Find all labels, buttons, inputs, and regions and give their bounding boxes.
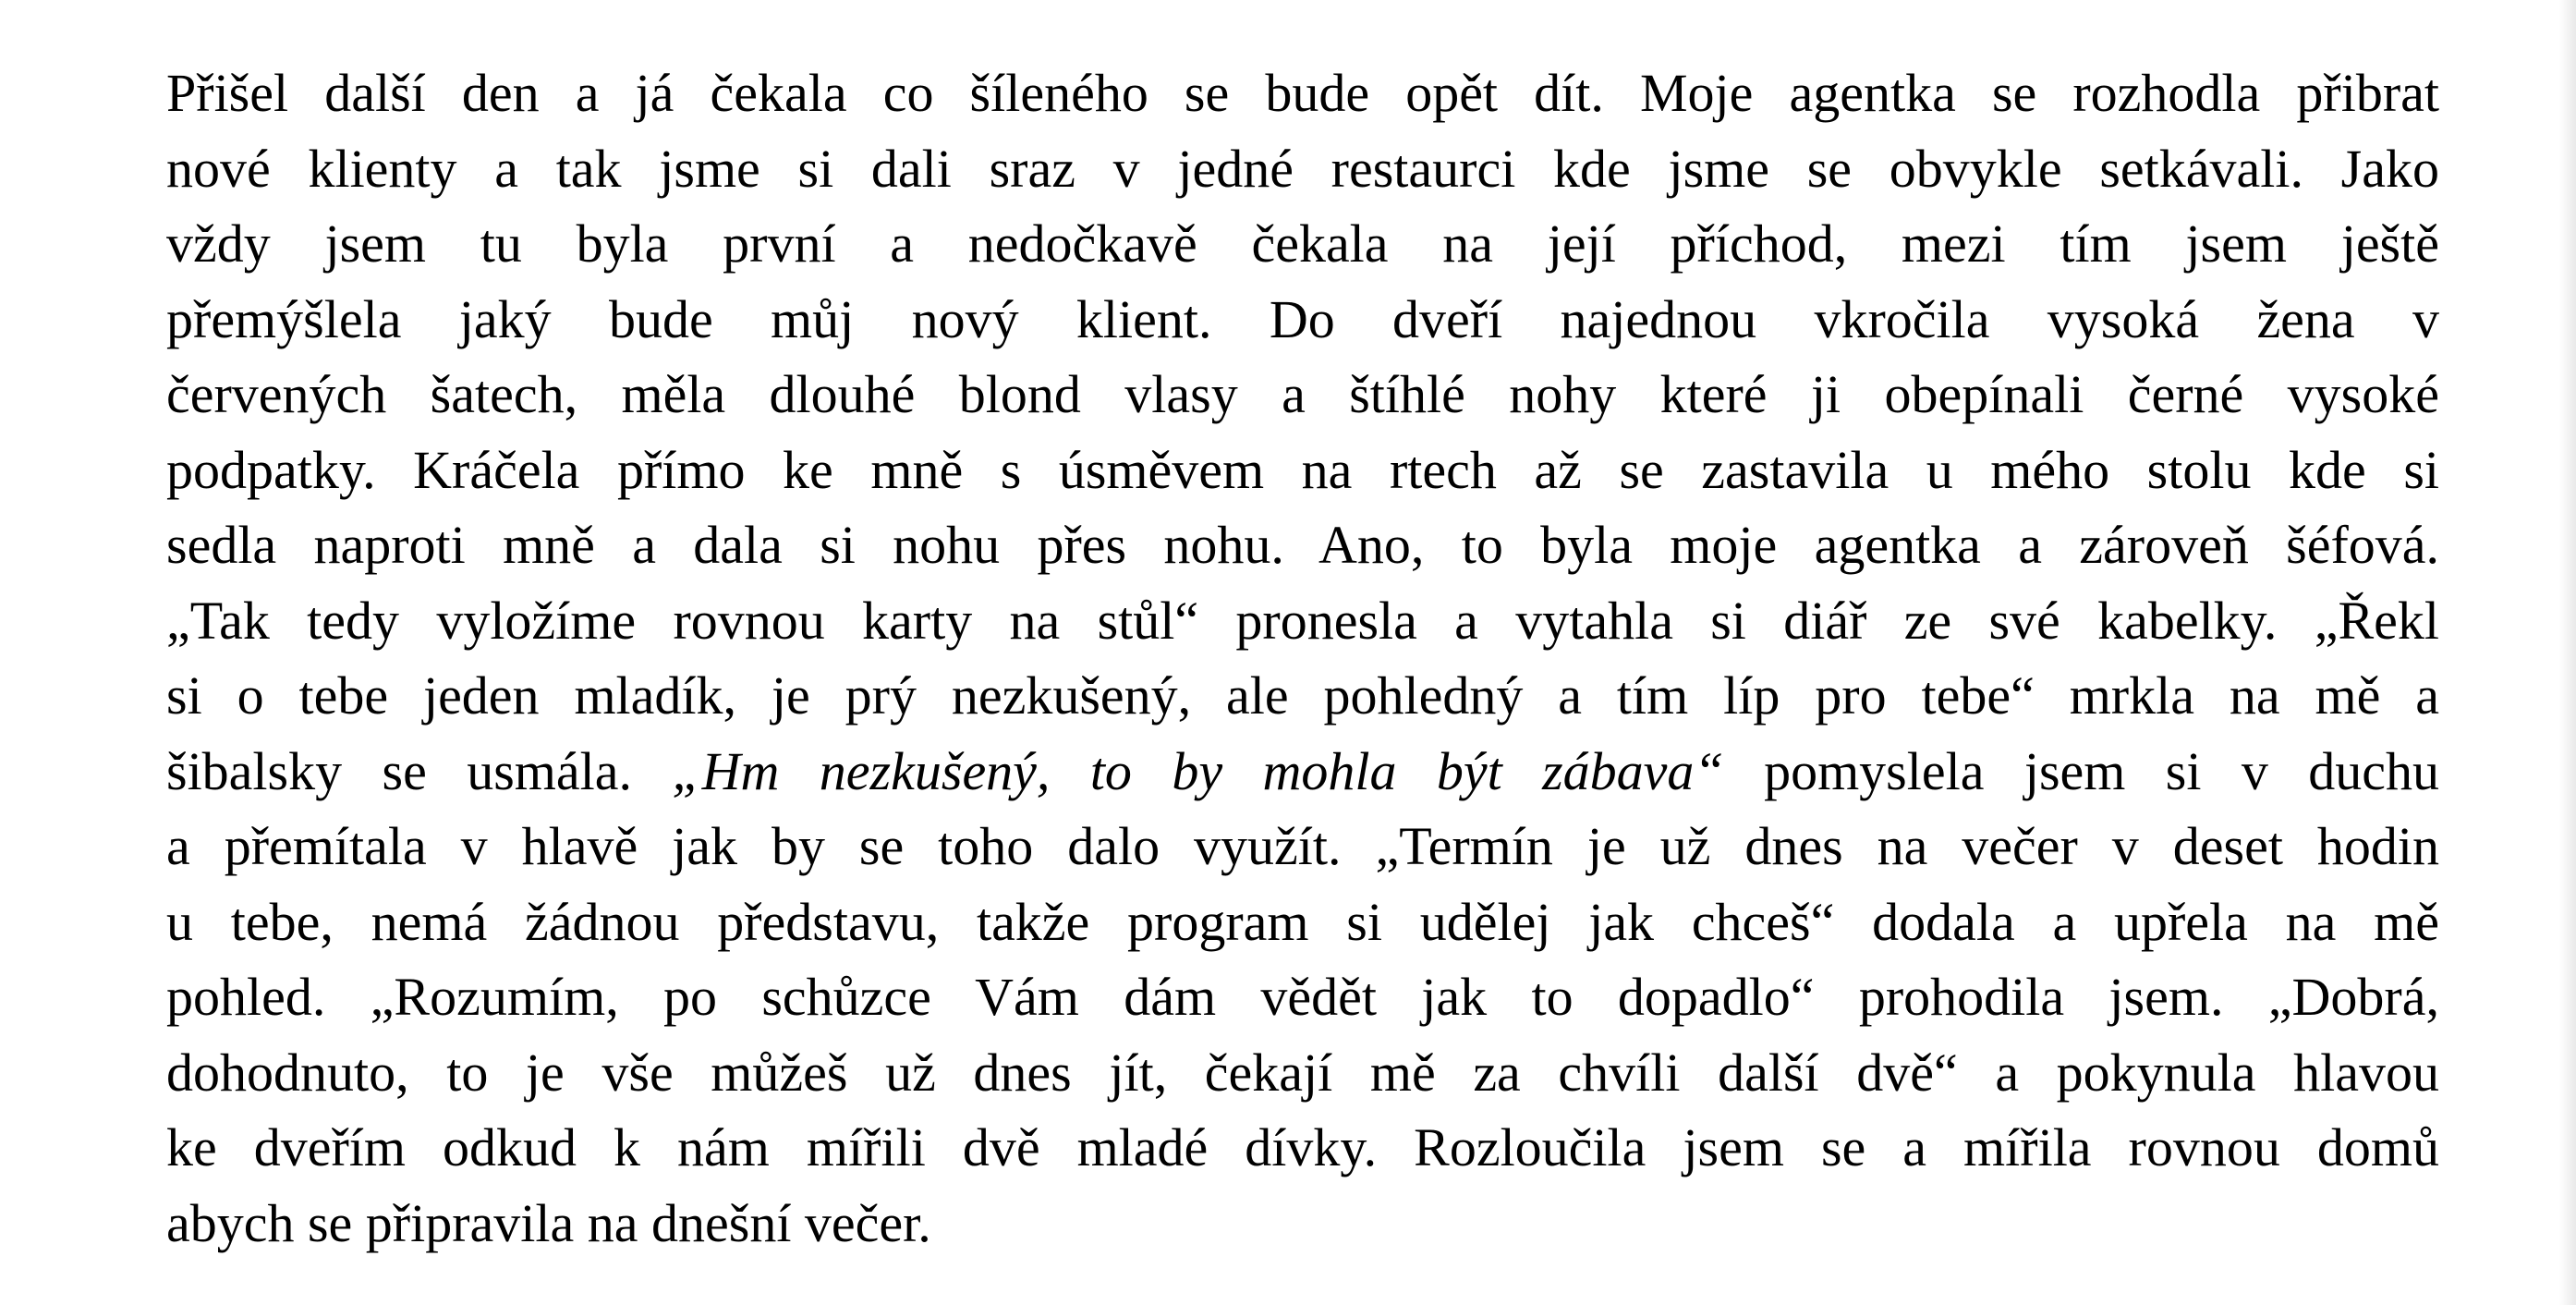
text-line-7: sedla naproti mně a dala si nohu přes nohu. Ano, to byla moje agentka a zároveň šéfová.: [166, 515, 2439, 575]
text-line-4: přemýšlela jaký bude můj nový klient. Do dveří najednou vkročila vysoká žena v: [166, 288, 2439, 349]
text-line-6: podpatky. Kráčela přímo ke mně s úsměvem na rtech až se zastavila u mého stolu kde si: [166, 439, 2439, 500]
text-line-16: abych se připravila na dnešní večer.: [166, 1192, 931, 1253]
text-line-5: červených šatech, měla dlouhé blond vlasy a štíhlé nohy které ji obepínali černé vysoké: [166, 364, 2439, 424]
text-line-13: pohled. „Rozumím, po schůzce Vám dám vědět jak to dopadlo“ prohodila jsem. „Dobrá,: [166, 967, 2439, 1027]
text-line-3: vždy jsem tu byla první a nedočkavě čekala na její příchod, mezi tím jsem ještě: [166, 213, 2439, 274]
text-line-12: u tebe, nemá žádnou představu, takže program si udělej jak chceš“ dodala a upřela na mě: [166, 891, 2439, 952]
italic-thought-text: „Hm nezkušený, to by mohla být zábava“: [672, 740, 1724, 801]
text-line-2: nové klienty a tak jsme si dali sraz v jedné restaurci kde jsme se obvykle setkávali. Jako: [166, 138, 2439, 199]
document-paragraph: [166, 55, 2439, 1261]
text-line-8: „Tak tedy vyložíme rovnou karty na stůl“ pronesla a vytahla si diář ze své kabelky. „Řekl: [166, 590, 2439, 651]
text-line-10-end: pomyslela jsem si v duchu: [1723, 740, 2439, 801]
text-line-11: a přemítala v hlavě jak by se toho dalo využít. „Termín je už dnes na večer v deset hodin: [166, 816, 2439, 876]
text-line-14: dohodnuto, to je vše můžeš už dnes jít, čekají mě za chvíli další dvě“ a pokynula hlavou: [166, 1042, 2439, 1103]
text-line-15: ke dveřím odkud k nám mířili dvě mladé dívky. Rozloučila jsem se a mířila rovnou domů: [166, 1117, 2439, 1177]
text-line-9: si o tebe jeden mladík, je prý nezkušený, ale pohledný a tím líp pro tebe“ mrkla na mě a: [166, 665, 2439, 726]
text-line-1: Přišel další den a já čekala co šíleného se bude opět dít. Moje agentka se rozhodla přibrat: [166, 63, 2439, 123]
text-line-10-start: šibalsky se usmála.: [166, 740, 673, 801]
text-line-10: [166, 734, 2439, 810]
page-edge: [2559, 0, 2576, 1305]
